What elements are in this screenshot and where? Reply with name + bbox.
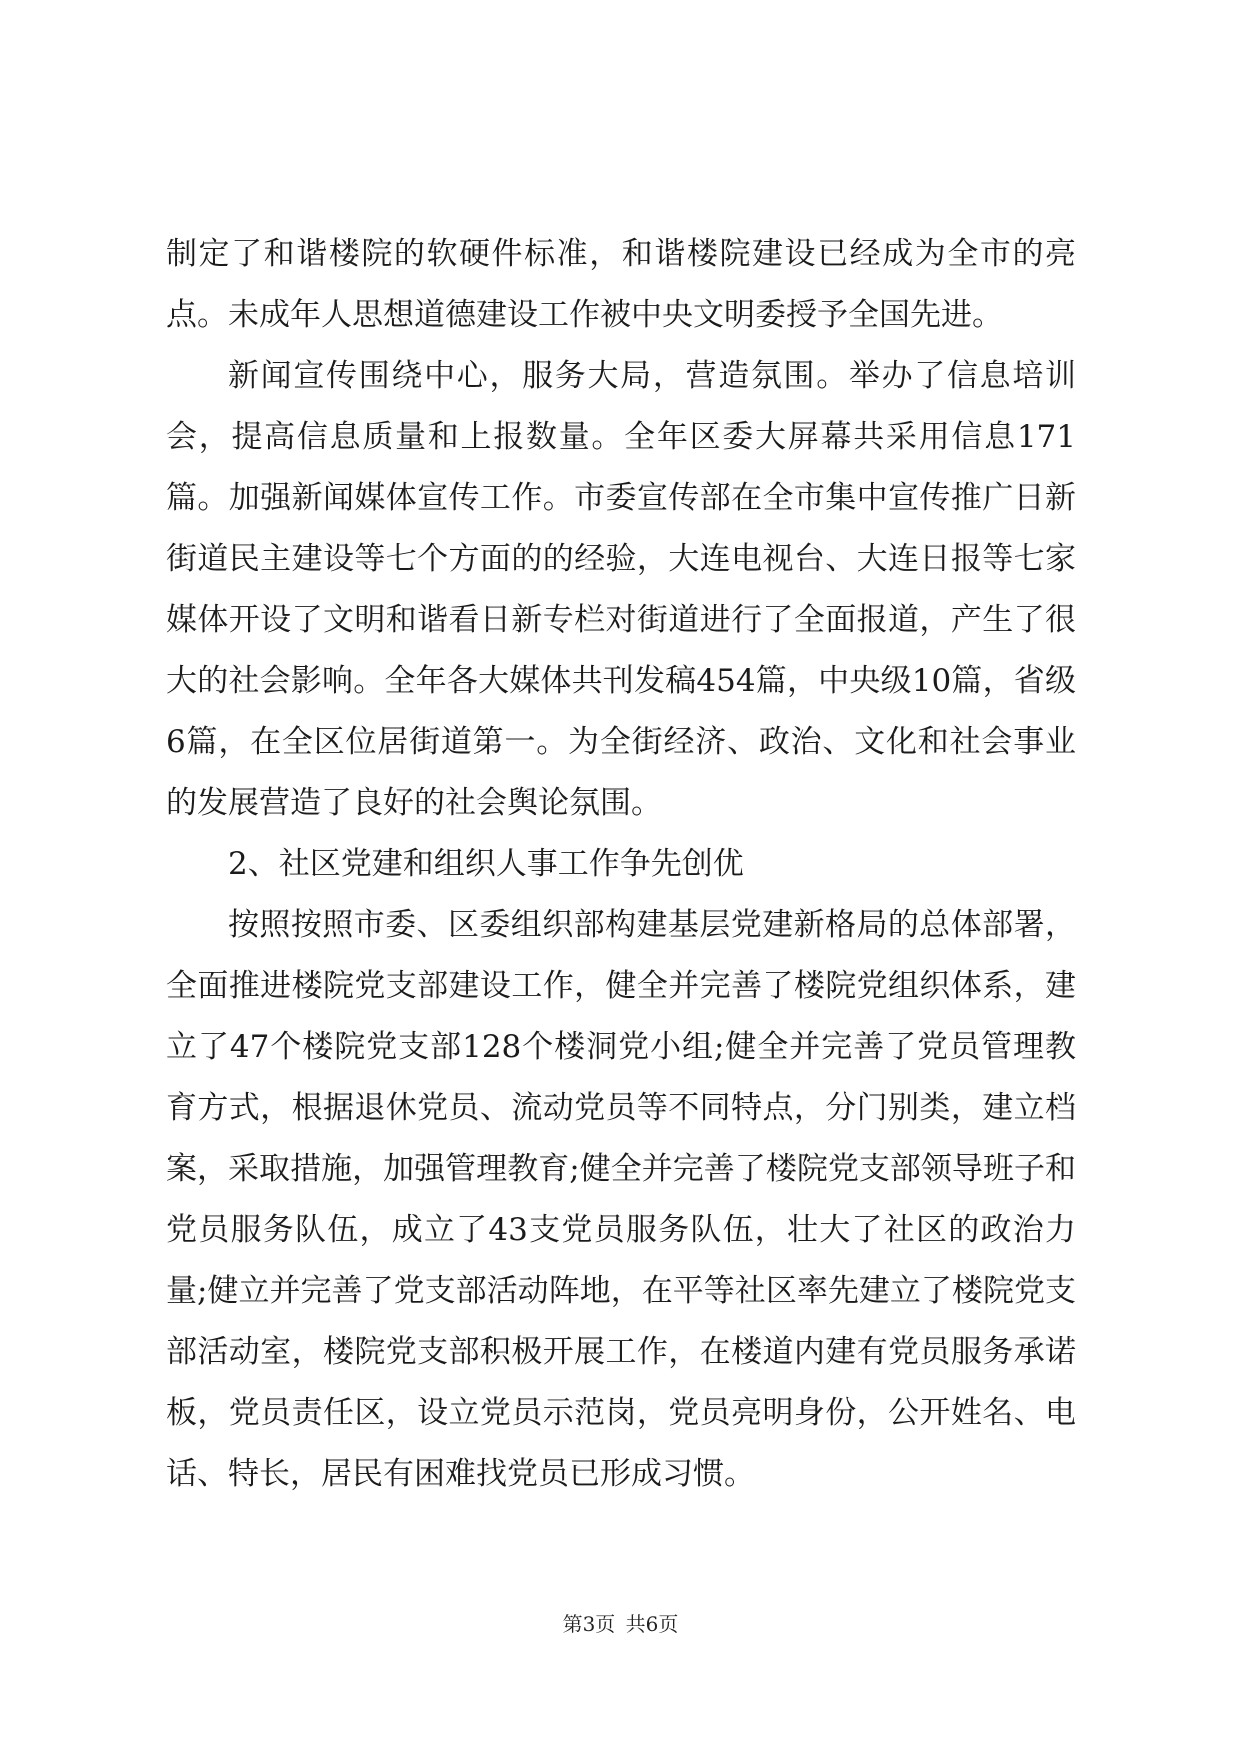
page-number: 第3页 [562, 1612, 616, 1636]
paragraph-continued: 制定了和谐楼院的软硬件标准，和谐楼院建设已经成为全市的亮点。未成年人思想道德建设工作被中央文明委授予全国先进。 [166, 236, 1076, 333]
paragraph-party-building: 按照按照市委、区委组织部构建基层党建新格局的总体部署，全面推进楼院党支部建设工作，健全并完善了楼院党组织体系，建立了47个楼院党支部128个楼洞党小组;健全并完善了党员管理教育方式，根据退休党员、流动党员等不同特点，分门别类，建立档案，采取措施，加强管理教育;健全并完善了楼院党支部领导班子和党员服务队伍，成立了43支党员服务队伍，壮大了社区的政治力量;健立并完善了党支部活动阵地，在平等社区率先建立了楼院党支部活动室，楼院党支部积极开展工作，在楼道内建有党员服务承诺板，党员责任区，设立党员示范岗，党员亮明身份，公开姓名、电话、特长，居民有困难找党员已形成习惯。 [166, 907, 1076, 1492]
page-total: 共6页 [625, 1612, 679, 1636]
page-footer [0, 1608, 1241, 1637]
paragraph-news-publicity: 新闻宣传围绕中心，服务大局，营造氛围。举办了信息培训会，提高信息质量和上报数量。全年区委大屏幕共采用信息171篇。加强新闻媒体宣传工作。市委宣传部在全市集中宣传推广日新街道民主建设等七个方面的的经验，大连电视台、大连日报等七家媒体开设了文明和谐看日新专栏对街道进行了全面报道，产生了很大的社会影响。全年各大媒体共刊发稿454篇，中央级10篇，省级6篇，在全区位居街道第一。为全街经济、政治、文化和社会事业的发展营造了良好的社会舆论氛围。 [166, 358, 1076, 821]
section-heading: 2、社区党建和组织人事工作争先创优 [228, 846, 744, 882]
document-body [166, 224, 1076, 1505]
